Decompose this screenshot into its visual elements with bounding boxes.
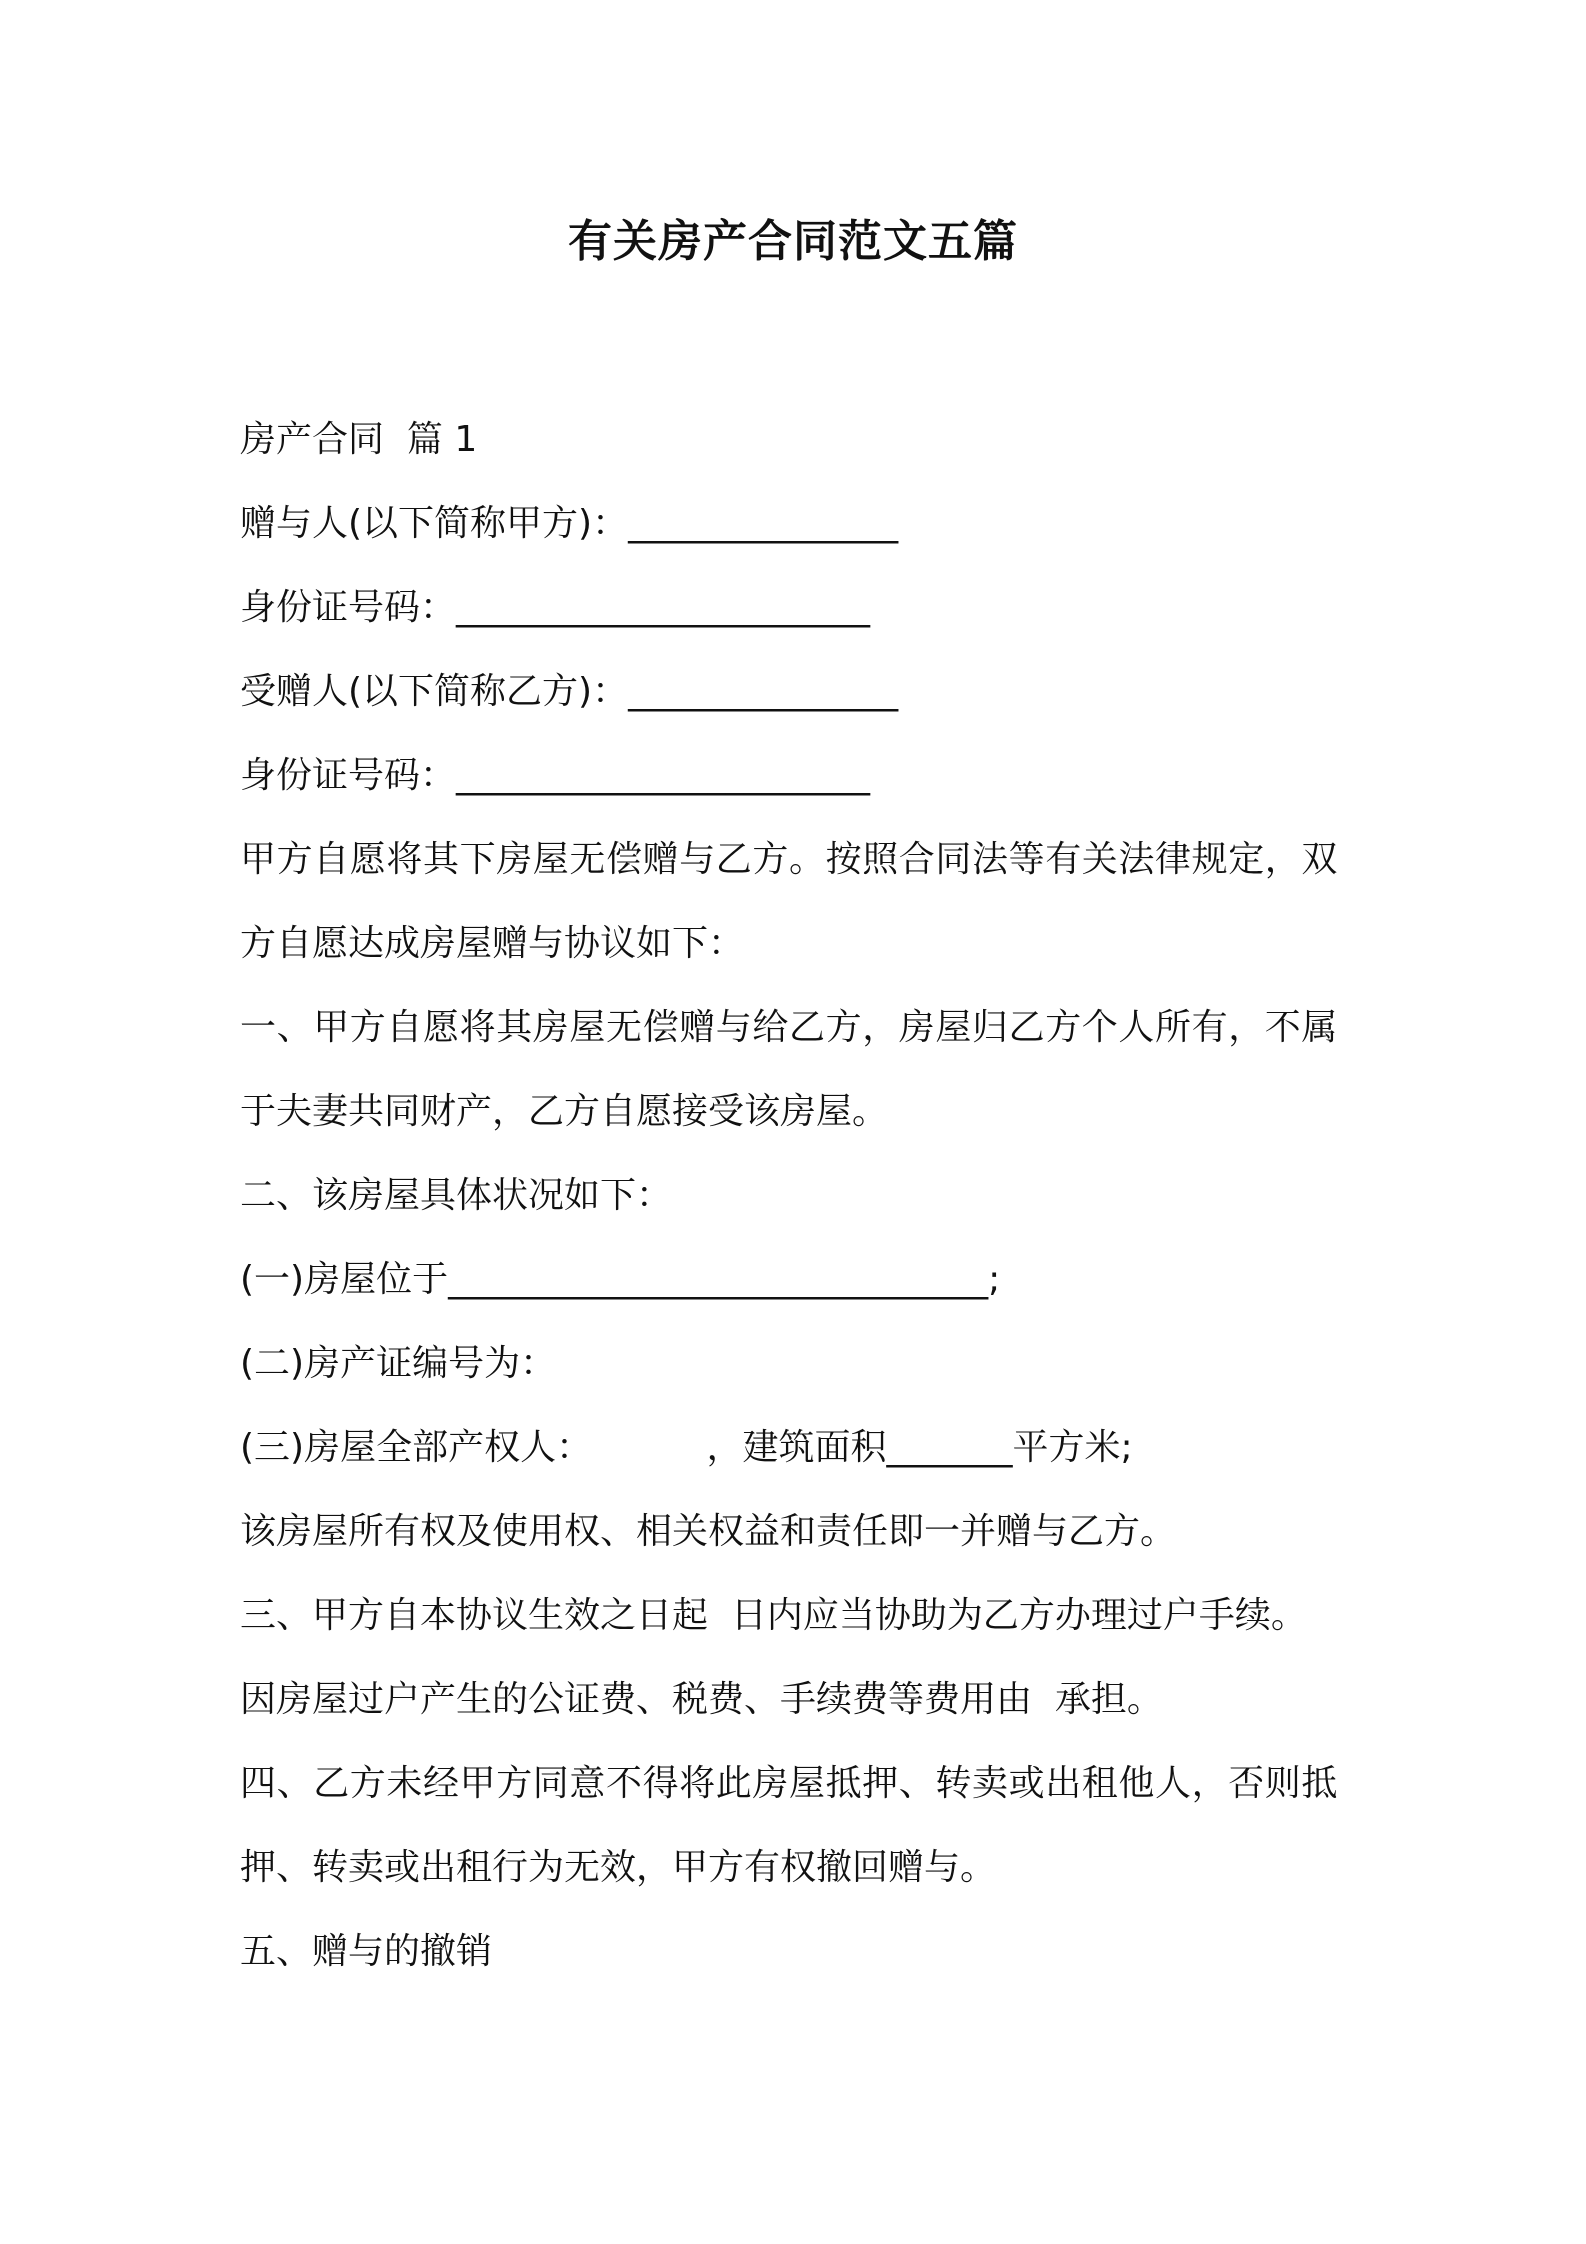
- paragraph-line: 甲方自愿将其下房屋无偿赠与乙方。按照合同法等有关法律规定，双: [240, 839, 1339, 880]
- paragraph-line: 押、转卖或出租行为无效，甲方有权撤回赠与。: [240, 1847, 997, 1888]
- paragraph-line: 一、甲方自愿将其房屋无偿赠与给乙方，房屋归乙方个人所有，不属: [240, 1007, 1339, 1048]
- paragraph-line: 于夫妻共同财产，乙方自愿接受该房屋。: [240, 1091, 889, 1132]
- document-body: [240, 398, 1370, 1994]
- paragraph-line: 五、赠与的撤销: [240, 1931, 493, 1972]
- paragraph-line: 因房屋过户产生的公证费、税费、手续费等费用由 承担。: [240, 1679, 1163, 1720]
- property-owner-area-field: (三)房屋全部产权人： ，建筑面积_______平方米;: [240, 1427, 1133, 1468]
- paragraph-line: 方自愿达成房屋赠与协议如下：: [240, 923, 745, 964]
- donor-field: 赠与人(以下简称甲方)：_______________: [240, 503, 899, 544]
- paragraph-line: 三、甲方自本协议生效之日起 日内应当协助为乙方办理过户手续。: [240, 1595, 1307, 1636]
- document-title: 有关房产合同范文五篇: [568, 216, 1018, 267]
- donee-field: 受赠人(以下简称乙方)：_______________: [240, 671, 899, 712]
- property-cert-field: (二)房产证编号为：: [240, 1343, 557, 1384]
- donee-id-field: 身份证号码：_______________________: [240, 755, 871, 796]
- property-location-field: (一)房屋位于______________________________;: [240, 1259, 1001, 1300]
- paragraph-line: 四、乙方未经甲方同意不得将此房屋抵押、转卖或出租他人，否则抵: [240, 1763, 1339, 1804]
- paragraph-line: 二、该房屋具体状况如下：: [240, 1175, 673, 1216]
- donor-id-field: 身份证号码：_______________________: [240, 587, 871, 628]
- section-heading: 房产合同 篇 1: [240, 419, 478, 460]
- paragraph-line: 该房屋所有权及使用权、相关权益和责任即一并赠与乙方。: [240, 1511, 1177, 1552]
